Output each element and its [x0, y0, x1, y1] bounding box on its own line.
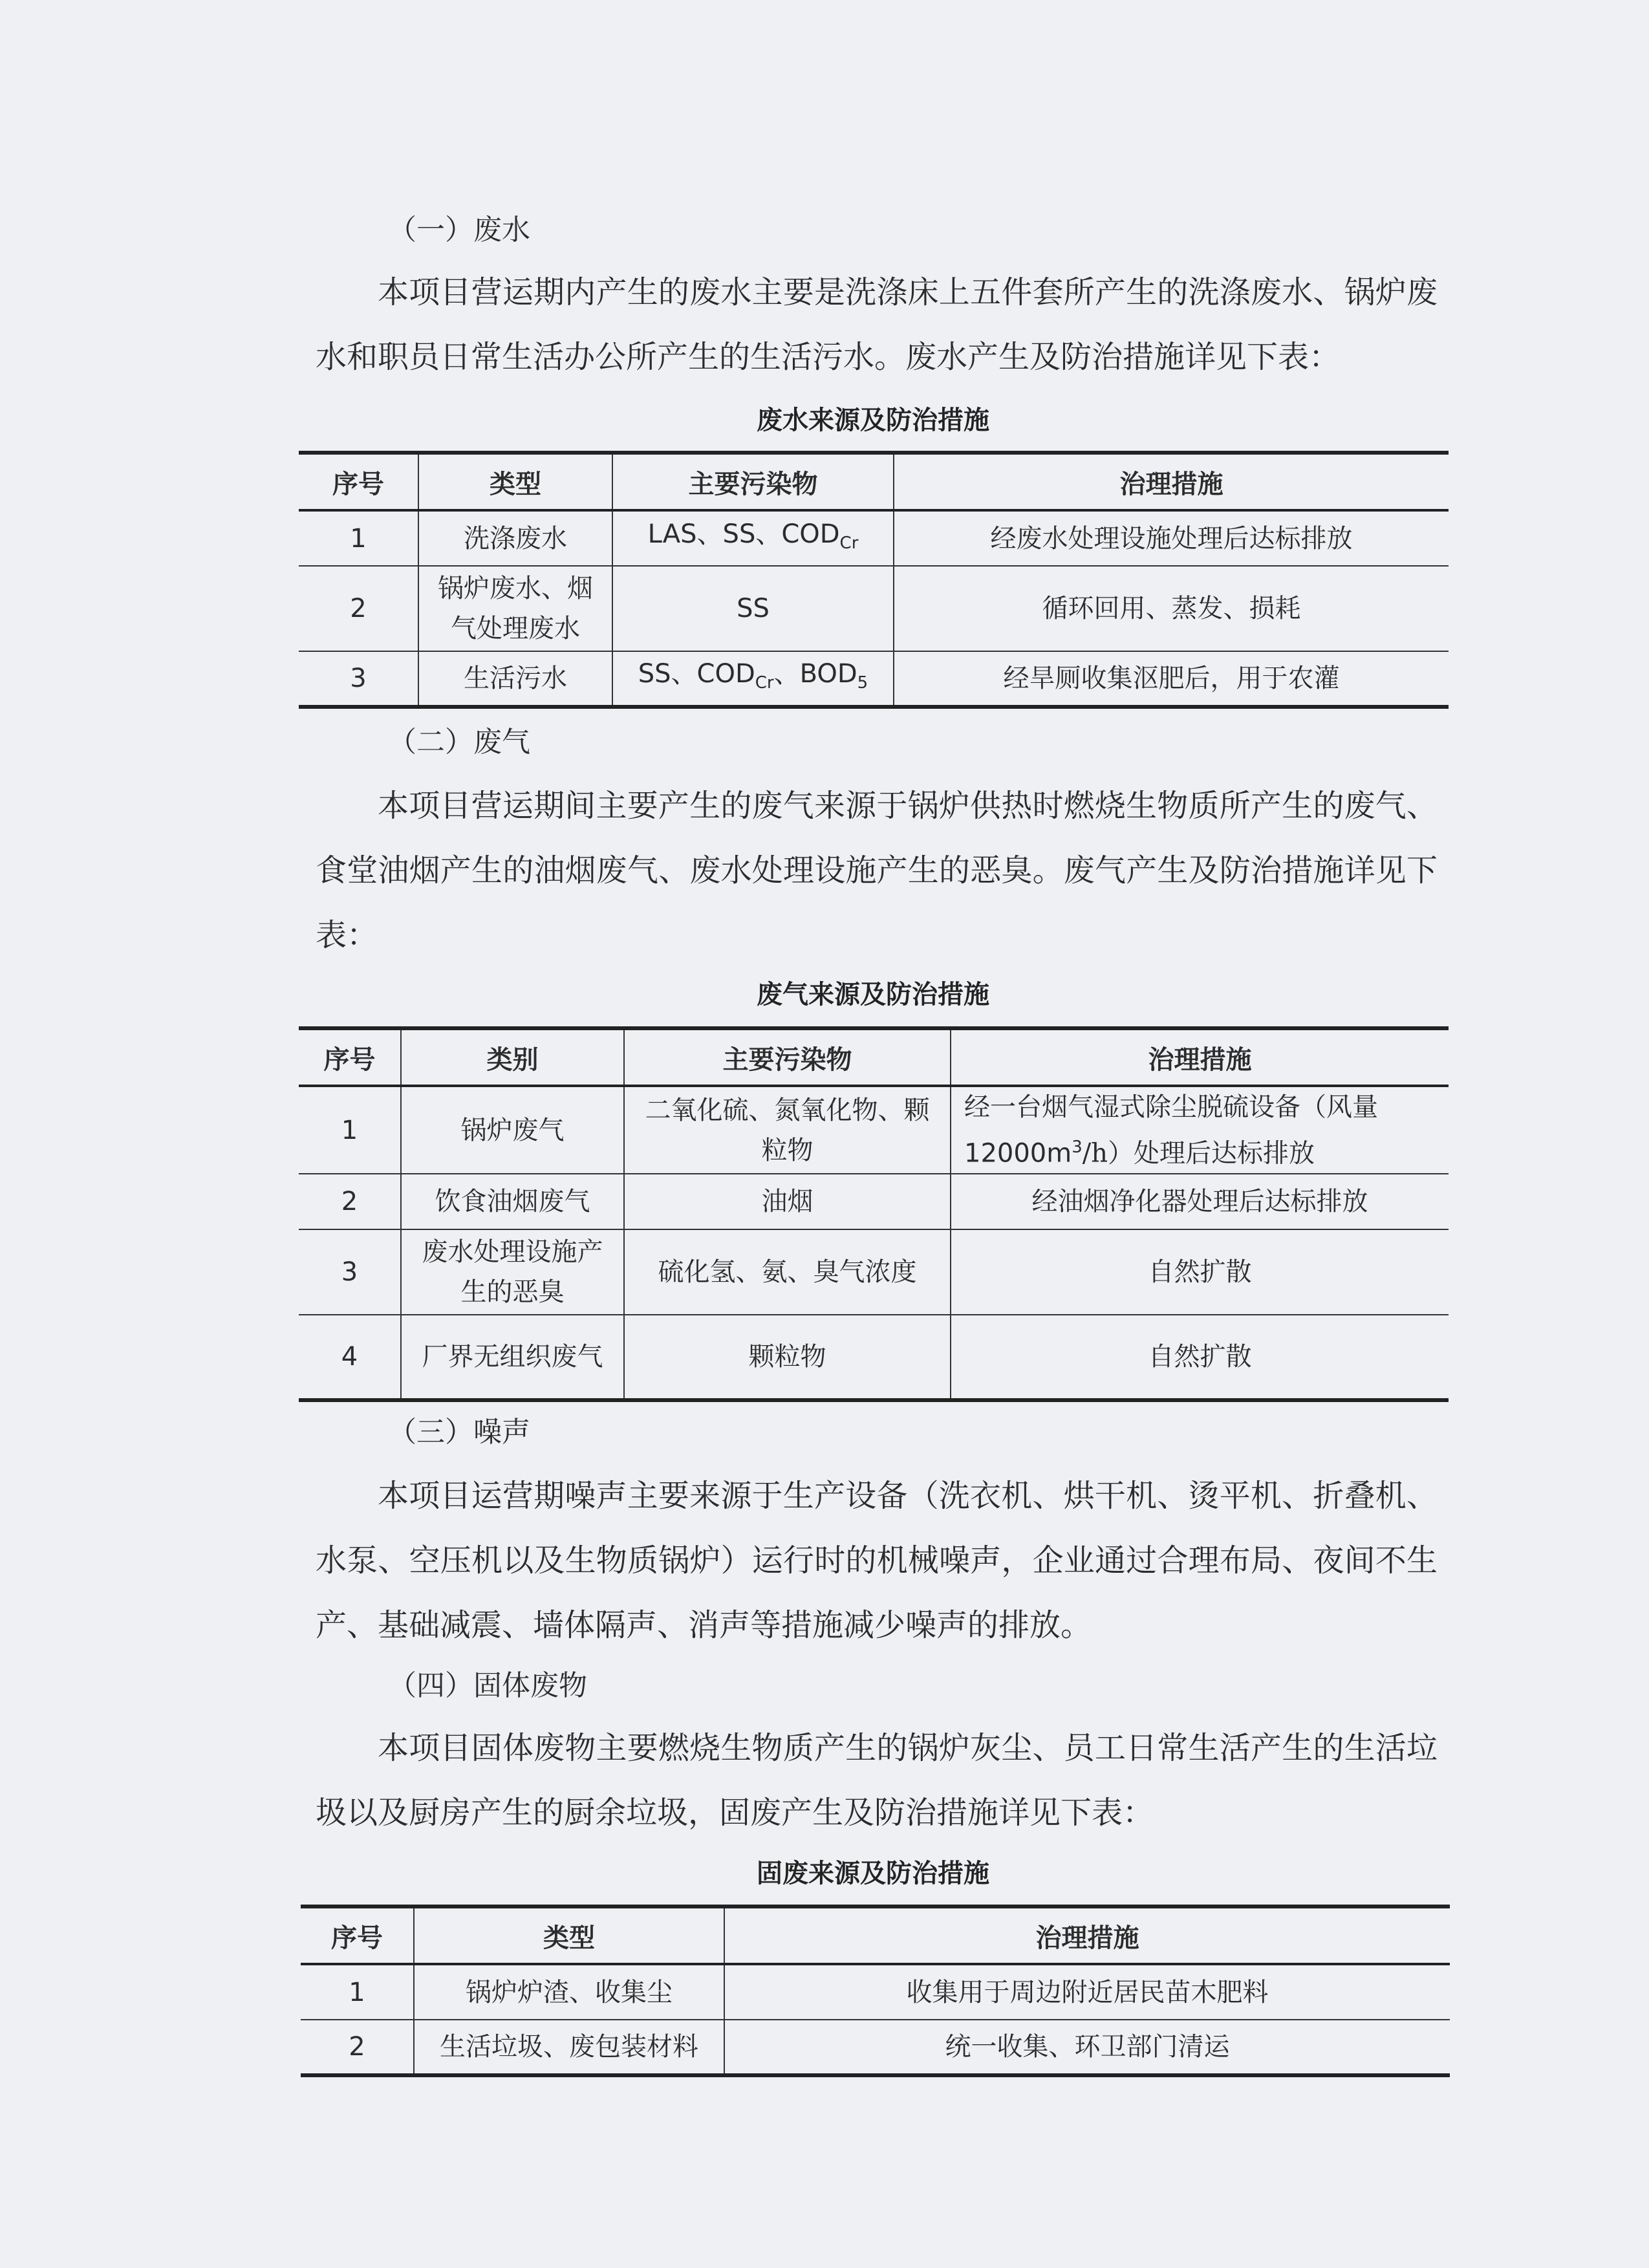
table-caption-waste-gas: 废气来源及防治措施 [757, 980, 989, 1010]
column-header-no: 序号 [299, 1028, 401, 1086]
cell-no: 4 [299, 1315, 401, 1400]
cell-type: 洗涤废水 [418, 510, 612, 566]
section-heading-wastewater: （一）废水 [388, 213, 530, 246]
cell-measure: 收集用于周边附近居民苗木肥料 [724, 1964, 1450, 2020]
cell-type: 生活污水 [418, 651, 612, 707]
table-row [299, 510, 1449, 566]
table-waste-gas [299, 1026, 1449, 1402]
cell-measure: 循环回用、蒸发、损耗 [894, 566, 1449, 651]
cell-no: 3 [299, 1229, 401, 1315]
section-heading-noise: （三）噪声 [388, 1416, 530, 1449]
table-header-row [301, 1906, 1450, 1964]
table-row [299, 1315, 1449, 1400]
column-header-no: 序号 [301, 1906, 414, 1964]
column-header-no: 序号 [299, 453, 418, 510]
table-solid-waste [301, 1905, 1450, 2077]
column-header-pollutants: 主要污染物 [612, 453, 894, 510]
paragraph-waste-gas: 本项目营运期间主要产生的废气来源于锅炉供热时燃烧生物质所产生的废气、食堂油烟产生的油烟废气、废水处理设施产生的恶臭。废气产生及防治措施详见下表： [316, 788, 1438, 953]
table-row [299, 1086, 1449, 1174]
cell-no: 1 [349, 1977, 365, 2007]
cell-pollutants: SS [612, 566, 894, 651]
cell-measure: 自然扩散 [951, 1315, 1449, 1400]
table-row [299, 651, 1449, 707]
cell-measure: 经废水处理设施处理后达标排放 [894, 510, 1449, 566]
cell-measure: 经油烟净化器处理后达标排放 [951, 1174, 1449, 1229]
cell-no: 1 [350, 523, 367, 554]
table-wastewater [299, 451, 1449, 709]
column-header-measure: 治理措施 [724, 1906, 1450, 1964]
table-caption-wastewater: 废水来源及防治措施 [757, 405, 989, 435]
cell-measure: 经旱厕收集沤肥后，用于农灌 [894, 651, 1449, 707]
column-header-type: 类型 [418, 453, 612, 510]
table-row [301, 2020, 1450, 2075]
table-header-row [299, 1028, 1449, 1086]
cell-measure: 经一台烟气湿式除尘脱硫设备（风量 $12000m^3/h$）处理后达标排放 [951, 1086, 1449, 1174]
paragraph-wastewater: 本项目营运期内产生的废水主要是洗涤床上五件套所产生的洗涤废水、锅炉废水和职员日常生活办公所产生的生活污水。废水产生及防治措施详见下表： [316, 274, 1438, 375]
table-row [299, 1229, 1449, 1315]
cell-pollutants: 硫化氢、氨、臭气浓度 [624, 1229, 951, 1315]
cell-type: 锅炉炉渣、收集尘 [414, 1964, 724, 2020]
cell-type: 生活垃圾、废包装材料 [414, 2020, 724, 2075]
column-header-pollutants: 主要污染物 [624, 1028, 951, 1086]
section-heading-solid-waste: （四）固体废物 [388, 1669, 587, 1702]
column-header-category: 类别 [401, 1028, 624, 1086]
cell-pollutants: 油烟 [624, 1174, 951, 1229]
paragraph-noise: 本项目运营期噪声主要来源于生产设备（洗衣机、烘干机、烫平机、折叠机、水泵、空压机以及生物质锅炉）运行时的机械噪声，企业通过合理布局、夜间不生产、基础减震、墙体隔声、消声等措施减少噪声的排放。 [316, 1478, 1438, 1643]
cell-measure: 自然扩散 [951, 1229, 1449, 1315]
cell-pollutants: 颗粒物 [624, 1315, 951, 1400]
table-row [301, 1964, 1450, 2020]
cell-no: 2 [299, 566, 418, 651]
table-row [299, 566, 1449, 651]
section-heading-waste-gas: （二）废气 [388, 726, 530, 759]
cell-no: 2 [299, 1174, 401, 1229]
column-header-measure: 治理措施 [951, 1028, 1449, 1086]
column-header-measure: 治理措施 [894, 453, 1449, 510]
cell-measure: 统一收集、环卫部门清运 [724, 2020, 1450, 2075]
cell-pollutants: SS、$COD_{Cr}$、$BOD_5$ [612, 651, 894, 707]
table-header-row [299, 453, 1449, 510]
paragraph-solid-waste: 本项目固体废物主要燃烧生物质产生的锅炉灰尘、员工日常生活产生的生活垃圾以及厨房产生的厨余垃圾，固废产生及防治措施详见下表： [316, 1730, 1438, 1831]
cell-pollutants: LAS、SS、$COD_{Cr}$ [612, 510, 894, 566]
cell-no: 2 [301, 2020, 414, 2075]
cell-no: 3 [299, 651, 418, 707]
table-row [299, 1174, 1449, 1229]
table-caption-solid-waste: 固废来源及防治措施 [757, 1859, 989, 1888]
cell-category: 废水处理设施产生的恶臭 [401, 1229, 624, 1315]
column-header-type: 类型 [414, 1906, 724, 1964]
cell-category: 锅炉废气 [401, 1086, 624, 1174]
cell-no: 1 [341, 1115, 358, 1145]
cell-type: 锅炉废水、烟气处理废水 [418, 566, 612, 651]
cell-category: 厂界无组织废气 [401, 1315, 624, 1400]
cell-pollutants: 二氧化硫、氮氧化物、颗粒物 [624, 1086, 951, 1174]
cell-category: 饮食油烟废气 [401, 1174, 624, 1229]
